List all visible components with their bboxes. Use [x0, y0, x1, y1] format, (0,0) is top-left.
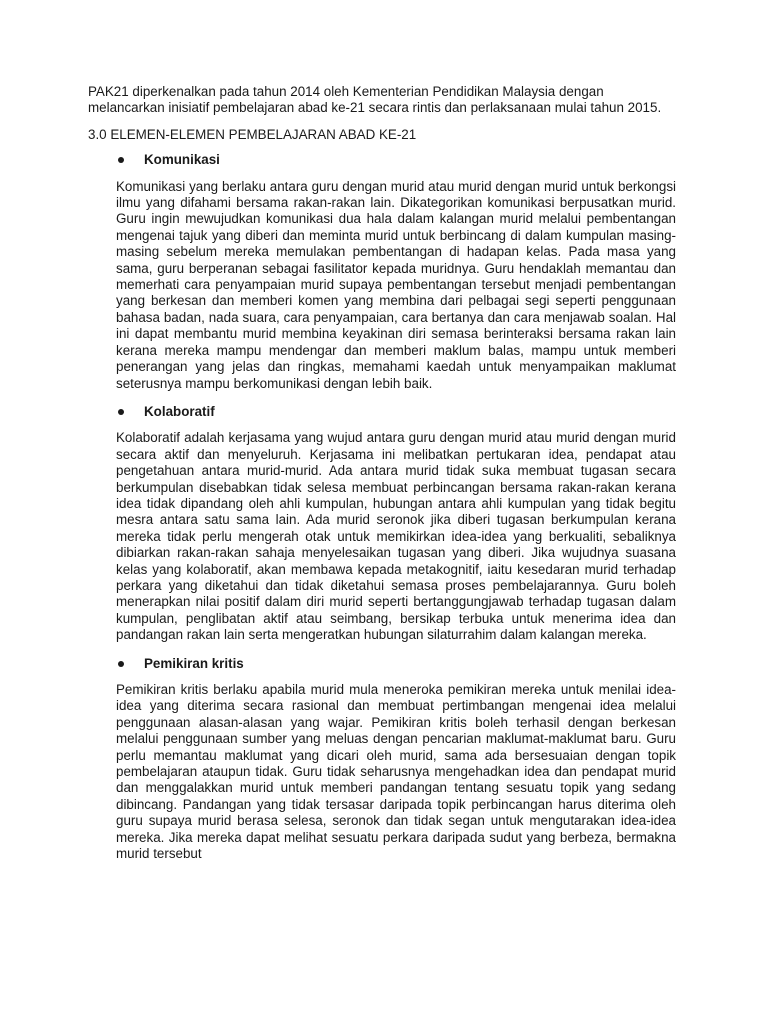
bullet-kolaboratif — [88, 404, 680, 420]
bullet-dot-icon — [118, 661, 124, 667]
bullet-title: Komunikasi — [144, 152, 220, 168]
bullet-dot-icon — [118, 409, 124, 415]
bullet-title: Kolaboratif — [144, 403, 215, 419]
bullet-title: Pemikiran kritis — [144, 655, 244, 671]
kolaboratif-paragraph: Kolaboratif adalah kerjasama yang wujud antara guru dengan murid atau murid dengan murid secara aktif dan menyeluruh. Kerjasama ini melibatkan pertukaran idea, pendapat atau pengetahuan antara murid-murid. Ada antara murid tidak suka membuat tugasan secara berkumpulan disebabkan tidak selesa membuat perbincangan bersama rakan-rakan kerana idea tidak dipandang oleh ahli kumpulan, hubungan antara ahli kumpulan yang tidak begitu mesra antara satu sama lain. Ada murid seronok jika diberi tugasan berkumpulan kerana mereka tidak perlu mengerah otak untuk memikirkan idea-idea yang berkualiti, sebaliknya dibiarkan rakan-rakan sahaja menyelesaikan tugasan yang diberi. Jika wujudnya suasana kelas yang kolaboratif, akan membawa kepada metakognitif, iaitu kesedaran murid terhadap perkara yang diketahui dan tidak diketahui semasa proses pembelajarannya. Guru boleh menerapkan nilai positif dalam diri murid seperti bertanggungjawab terhadap tugasan dalam kumpulan, penglibatan aktif atau seimbang, bersikap terbuka untuk menerima idea dan pandangan rakan lain serta mengeratkan hubungan silaturrahim dalam kalangan mereka. — [116, 430, 676, 643]
bullet-komunikasi — [88, 152, 680, 168]
intro-paragraph: PAK21 diperkenalkan pada tahun 2014 oleh Kementerian Pendidikan Malaysia dengan melancarkan inisiatif pembelajaran abad ke-21 secara rintis dan perlaksanaan mulai tahun 2015. — [88, 84, 662, 116]
komunikasi-paragraph: Komunikasi yang berlaku antara guru dengan murid atau murid dengan murid untuk berkongsi ilmu yang difahami bersama rakan-rakan lain. Dikategorikan komunikasi berpusatkan murid. Guru ingin mewujudkan komunikasi dua hala dalam kalangan murid melalui pembentangan mengenai tajuk yang diberi dan meminta murid untuk berbincang di dalam kumpulan masing-masing sebelum mereka memulakan pembentangan di hadapan kelas. Pada masa yang sama, guru berperanan sebagai fasilitator kepada muridnya. Guru hendaklah memantau dan memerhati cara penyampaian murid supaya pembentangan tersebut menjadi pembentangan yang berkesan dan memberi komen yang membina dari pelbagai segi seperti penggunaan bahasa badan, nada suara, cara penyampaian, cara bertanya dan cara menjawab soalan. Hal ini dapat membantu murid membina keyakinan diri semasa berinteraksi bersama rakan lain kerana mereka mampu mendengar dan memberi maklum balas, mampu untuk memberi penerangan yang jelas dan ringkas, memahami kaedah untuk menyampaikan maklumat seterusnya mampu berkomunikasi dengan lebih baik. — [116, 178, 676, 391]
bullet-pemikiran-kritis — [88, 656, 680, 672]
section-heading: 3.0 ELEMEN-ELEMEN PEMBELAJARAN ABAD KE-21 — [88, 126, 417, 142]
bullet-dot-icon — [118, 157, 124, 163]
pemikiran-kritis-paragraph: Pemikiran kritis berlaku apabila murid mula meneroka pemikiran mereka untuk menilai idea-idea yang diterima secara rasional dan membuat pertimbangan mengenai idea melalui penggunaan alasan-alasan yang wajar. Pemikiran kritis boleh terhasil dengan berkesan melalui penggunaan sumber yang meluas dengan pencarian maklumat-maklumat baru. Guru perlu memantau maklumat yang dicari oleh murid, sama ada bersesuaian dengan topik pembelajaran ataupun tidak. Guru tidak seharusnya mengehadkan idea dan pendapat murid dan menggalakkan murid untuk memberi pandangan tentang sesuatu topik yang sedang dibincang. Pandangan yang tidak tersasar daripada topik perbincangan harus diterima oleh guru supaya murid berasa selesa, seronok dan tidak segan untuk mengutarakan idea-idea mereka. Jika mereka dapat melihat sesuatu perkara daripada sudut yang berbeza, bermakna murid tersebut — [116, 682, 676, 862]
